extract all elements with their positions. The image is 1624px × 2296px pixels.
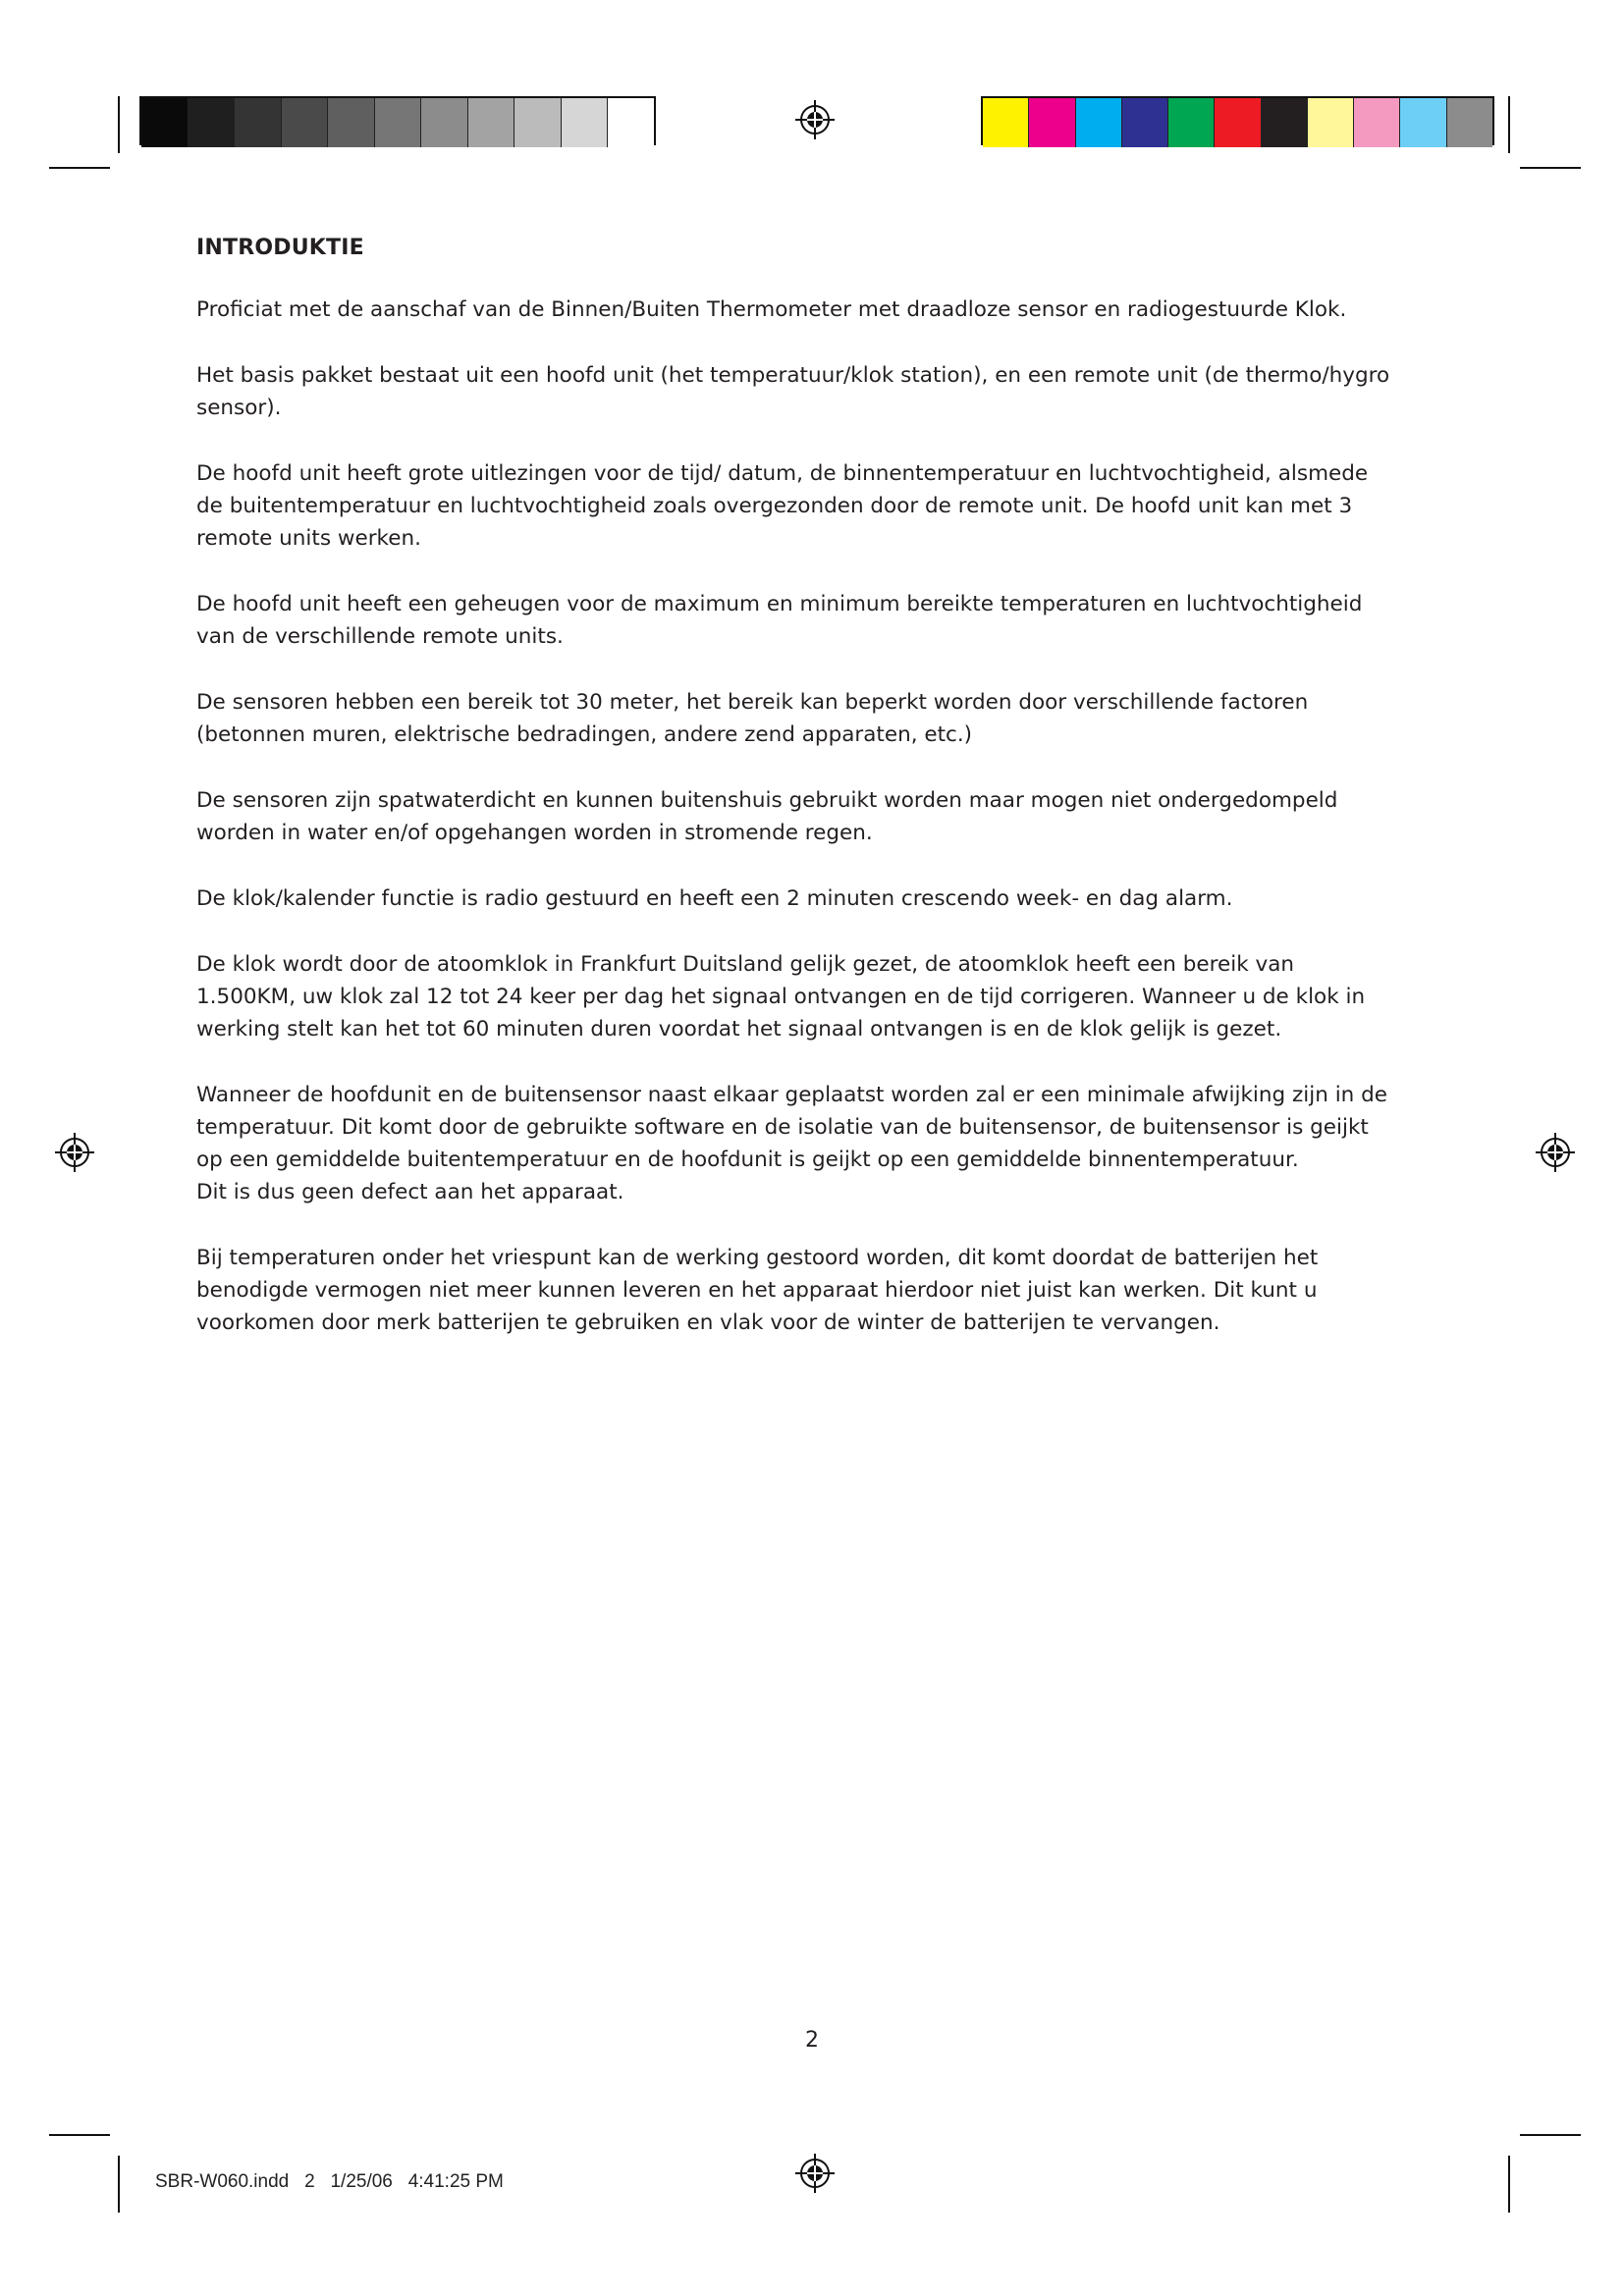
paragraph-line: de buitentemperatuur en luchtvochtigheid zoals overgezonden door de remote unit. De hoofd unit kan met 3 xyxy=(196,494,1353,518)
paragraph xyxy=(196,359,1453,424)
crop-mark-bottom-left-vertical xyxy=(118,2156,120,2213)
paragraph-line: worden in water en/of opgehangen worden in stromende regen. xyxy=(196,821,873,845)
color-swatch xyxy=(1168,98,1215,147)
paragraph-line: De sensoren zijn spatwaterdicht en kunnen buitenshuis gebruikt worden maar mogen niet ondergedompeld xyxy=(196,788,1338,813)
registration-mark-icon xyxy=(793,98,837,141)
color-swatch xyxy=(983,98,1029,147)
crop-mark-bottom-left-horizontal xyxy=(49,2134,110,2136)
paragraph-line: sensor). xyxy=(196,396,282,420)
grayscale-swatch xyxy=(189,98,236,147)
crop-mark-top-left-vertical xyxy=(118,96,120,153)
paragraph-line: werking stelt kan het tot 60 minuten duren voordat het signaal ontvangen is en de klok gelijk is gezet. xyxy=(196,1017,1282,1041)
color-swatch xyxy=(1122,98,1168,147)
paragraph-line: 1.500KM, uw klok zal 12 tot 24 keer per dag het signaal ontvangen en de tijd corrigeren. Wanneer u de klok in xyxy=(196,985,1366,1009)
grayscale-swatch xyxy=(421,98,468,147)
file-slug: SBR-W060.indd 2 1/25/06 4:41:25 PM xyxy=(155,2171,504,2192)
crop-mark-top-left-horizontal xyxy=(49,167,110,169)
paragraph-line: op een gemiddelde buitentemperatuur en de hoofdunit is geijkt op een gemiddelde binnentemperatuur. xyxy=(196,1148,1299,1172)
paragraph xyxy=(196,457,1453,555)
paragraph-line: voorkomen door merk batterijen te gebruiken en vlak voor de winter de batterijen te vervangen. xyxy=(196,1310,1220,1335)
paragraph-line: temperatuur. Dit komt door de gebruikte software en de isolatie van de buitensensor, de buitensensor is geijkt xyxy=(196,1115,1369,1140)
color-swatch xyxy=(1308,98,1354,147)
crop-mark-top-right-horizontal xyxy=(1520,167,1581,169)
crop-mark-bottom-right-vertical xyxy=(1508,2156,1510,2213)
color-swatch xyxy=(1215,98,1261,147)
paragraph-line: van de verschillende remote units. xyxy=(196,624,564,649)
paragraph xyxy=(196,1242,1453,1339)
registration-mark-icon xyxy=(53,1131,96,1174)
paragraph-line: Dit is dus geen defect aan het apparaat. xyxy=(196,1180,624,1204)
color-swatch xyxy=(1029,98,1075,147)
paragraph xyxy=(196,948,1453,1045)
paragraph xyxy=(196,1079,1453,1208)
color-swatch xyxy=(1262,98,1308,147)
grayscale-swatch xyxy=(468,98,515,147)
grayscale-calibration-bar xyxy=(139,96,656,145)
paragraph-line: (betonnen muren, elektrische bedradingen, andere zend apparaten, etc.) xyxy=(196,722,973,747)
paragraph-line: De hoofd unit heeft grote uitlezingen voor de tijd/ datum, de binnentemperatuur en luchtvochtigheid, alsmede xyxy=(196,461,1369,486)
grayscale-swatch xyxy=(514,98,562,147)
paragraph xyxy=(196,686,1453,751)
paragraph-line: De sensoren hebben een bereik tot 30 meter, het bereik kan beperkt worden door verschillende factoren xyxy=(196,690,1309,715)
page-number: 2 xyxy=(805,2028,819,2053)
paragraph-line: Proficiat met de aanschaf van de Binnen/Buiten Thermometer met draadloze sensor en radiogestuurde Klok. xyxy=(196,297,1347,322)
paragraph xyxy=(196,294,1453,326)
grayscale-swatch xyxy=(608,98,654,147)
grayscale-swatch xyxy=(282,98,329,147)
color-swatch xyxy=(1400,98,1446,147)
document-body xyxy=(196,236,1453,1372)
section-heading: INTRODUKTIE xyxy=(196,236,364,260)
grayscale-swatch xyxy=(141,98,189,147)
color-calibration-bar xyxy=(981,96,1494,145)
paragraph-line: Het basis pakket bestaat uit een hoofd unit (het temperatuur/klok station), en een remote unit (de thermo/hygro xyxy=(196,363,1390,388)
grayscale-swatch xyxy=(562,98,609,147)
paragraph-line: remote units werken. xyxy=(196,526,421,551)
paragraph-list xyxy=(196,294,1453,1339)
color-swatch xyxy=(1076,98,1122,147)
paragraph-line: De klok wordt door de atoomklok in Frankfurt Duitsland gelijk gezet, de atoomklok heeft een bereik van xyxy=(196,952,1295,977)
crop-mark-top-right-vertical xyxy=(1508,96,1510,153)
grayscale-swatch xyxy=(375,98,422,147)
crop-mark-bottom-right-horizontal xyxy=(1520,2134,1581,2136)
grayscale-swatch xyxy=(328,98,375,147)
paragraph-line: De klok/kalender functie is radio gestuurd en heeft een 2 minuten crescendo week- en dag alarm. xyxy=(196,886,1233,911)
color-swatch xyxy=(1354,98,1400,147)
paragraph xyxy=(196,784,1453,849)
paragraph xyxy=(196,882,1453,915)
grayscale-swatch xyxy=(235,98,282,147)
paragraph-line: benodigde vermogen niet meer kunnen leveren en het apparaat hierdoor niet juist kan werken. Dit kunt u xyxy=(196,1278,1318,1303)
paragraph-line: De hoofd unit heeft een geheugen voor de maximum en minimum bereikte temperaturen en luchtvochtigheid xyxy=(196,592,1363,616)
color-swatch xyxy=(1447,98,1492,147)
paragraph-line: Bij temperaturen onder het vriespunt kan de werking gestoord worden, dit komt doordat de batterijen het xyxy=(196,1246,1319,1270)
registration-mark-icon xyxy=(1534,1131,1577,1174)
paragraph xyxy=(196,588,1453,653)
paragraph-line: Wanneer de hoofdunit en de buitensensor naast elkaar geplaatst worden zal er een minimale afwijking zijn in de xyxy=(196,1083,1388,1107)
registration-mark-icon xyxy=(793,2152,837,2195)
